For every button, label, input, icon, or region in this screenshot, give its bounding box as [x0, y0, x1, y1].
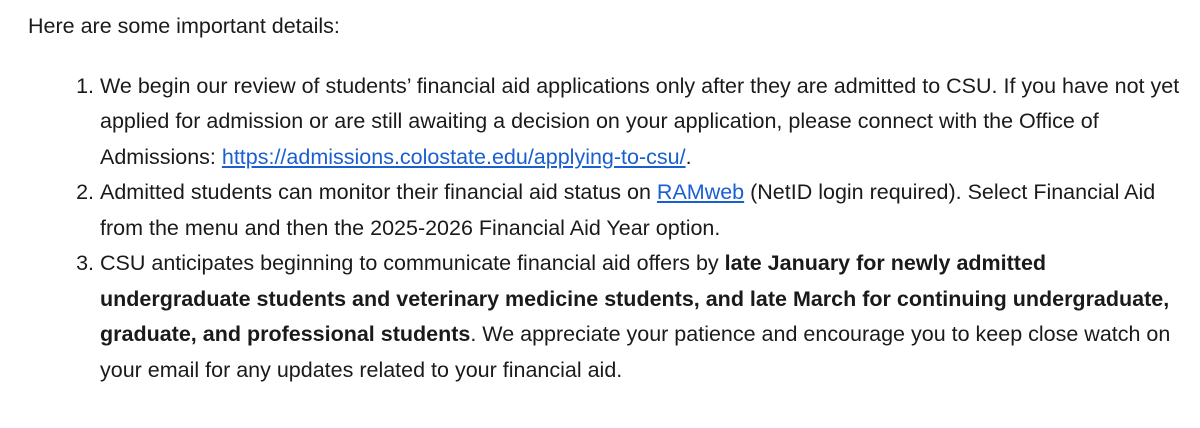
ramweb-link[interactable]: RAMweb [656, 180, 745, 204]
list-item-offer-timeline [100, 246, 1200, 388]
item-text: . [685, 144, 692, 169]
list-item-ramweb-status [100, 175, 1200, 246]
item-text: Admitted students can monitor their financial aid status on [100, 180, 657, 204]
item-text: CSU anticipates beginning to communicate financial aid offers by [100, 251, 725, 275]
details-list [28, 69, 1200, 389]
item-text: We begin our review of students’ financial aid applications only after they are admitted to CSU. If you have not yet applied for admission or are still awaiting a decision on your application, please connect with the Office of Admissions: [100, 73, 1180, 169]
timeline-bold-text: late January for newly admitted undergraduate students and veterinary medicine students, and late March for continuing undergraduate, graduate, and professional students [100, 251, 1170, 346]
admissions-link[interactable]: https://admissions.colostate.edu/applying-to-csu/ [221, 144, 686, 169]
item-text: . We appreciate your patience and encourage you to keep close watch on your email for any updates related to your financial aid. [100, 322, 1171, 382]
list-item-admission-review [100, 69, 1200, 176]
item-text: (NetID login required). Select Financial Aid from the menu and then the 2025-2026 Financial Aid Year option. [100, 180, 1156, 240]
intro-text: Here are some important details: [28, 14, 340, 38]
